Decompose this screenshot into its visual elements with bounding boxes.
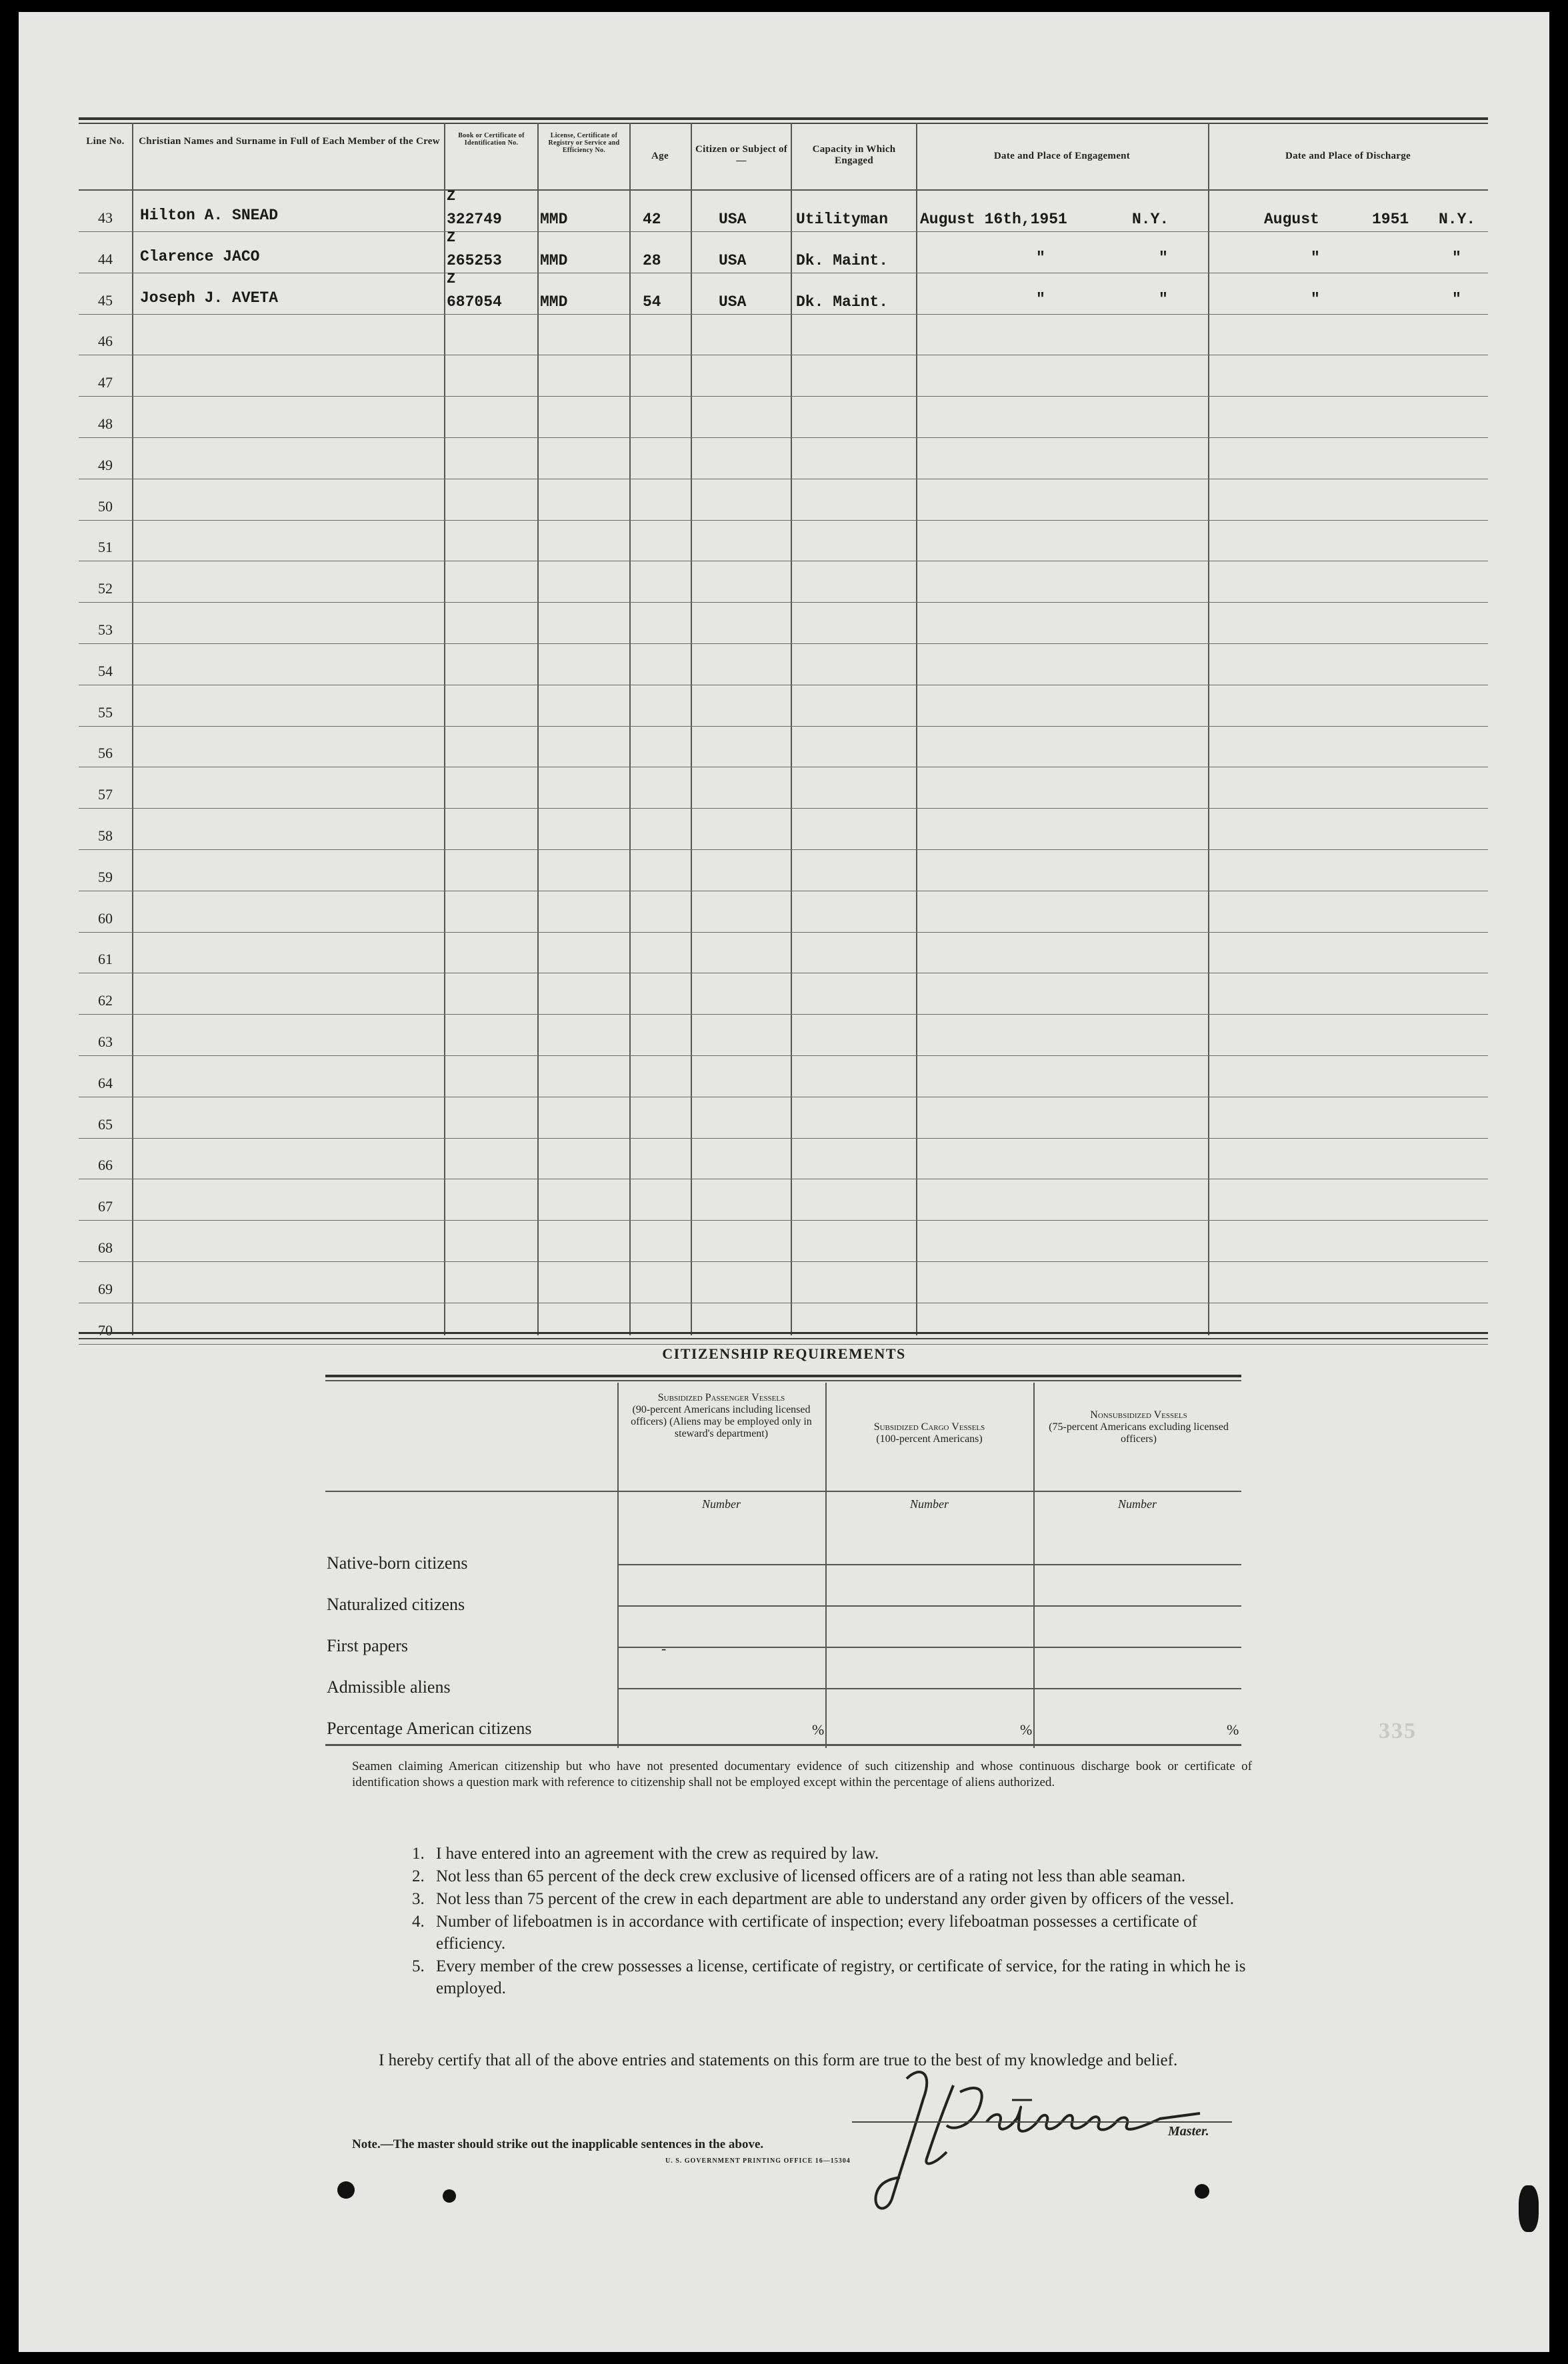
cit-header-rule [325,1491,1241,1492]
form-page [19,12,1549,2352]
cit-col-cargo [831,1421,1028,1445]
table-row [79,1015,1488,1056]
statement-text: Number of lifeboatmen is in accordance with certificate of inspection; every lifeboatman possesses a certificate of efficiency. [436,1913,1197,1953]
statement-number: 2. [412,1867,425,1885]
cit-number-label: Number [702,1497,741,1511]
line-number: 62 [98,992,113,1009]
cit-row-rule [617,1605,1241,1607]
eng-place-ditto: " [1159,249,1168,267]
statement-number: 3. [412,1890,425,1908]
citizenship-title: CITIZENSHIP REQUIREMENTS [662,1345,906,1362]
eng-place-ditto: " [1159,290,1168,308]
cit-col-nonsub [1039,1409,1239,1445]
line-number: 52 [98,580,113,597]
statement-number: 5. [412,1957,425,1975]
punch-hole-mark [1195,2184,1209,2199]
cit-col-passenger [623,1392,820,1440]
table-row [79,726,1488,767]
statement-number: 1. [412,1845,425,1863]
table-row [79,520,1488,561]
punch-hole-mark [443,2189,456,2203]
crew-list-table [79,112,1488,1339]
cit-col-cargo-head: Subsidized Cargo Vessels [873,1421,985,1433]
table-row [79,891,1488,933]
line-number: 43 [98,209,113,226]
line-number: 65 [98,1115,113,1133]
age: 42 [643,211,661,228]
line-number: 55 [98,703,113,721]
dis-place: N.Y. [1439,211,1476,228]
dis-place-ditto: " [1452,290,1461,308]
cit-col-passenger-head: Subsidized Passenger Vessels [657,1392,785,1403]
cit-row-rule [617,1688,1241,1689]
book-number: 265253 [447,251,502,269]
table-row [79,767,1488,809]
punch-hole-mark [337,2181,355,2199]
table-row [79,314,1488,355]
top-rule-thin [79,123,1488,124]
table-row [79,229,1488,273]
master-statements [412,1843,1259,2000]
line-number: 58 [98,827,113,844]
statement-text: I have entered into an agreement with the crew as required by law. [436,1845,879,1863]
cit-top-rule [325,1375,1241,1377]
eng-place: N.Y. [1132,211,1169,228]
cit-bottom-rule [325,1744,1241,1746]
citizenship-note: Seamen claiming American citizenship but who have not presented documentary evidence of such citizenship and whose continuous discharge book or certificate of identification shows a question mark with reference to citizenship shall not be employed except within the percentage of aliens authorized. [352,1759,1252,1789]
table-row [79,644,1488,685]
age: 28 [643,251,661,269]
certification-statement: I hereby certify that all of the above entries and statements on this form are true to the best of my knowledge and belief. [379,2051,1178,2069]
line-number: 53 [98,621,113,638]
dis-place-ditto: " [1452,249,1461,267]
cit-top-rule-thin [325,1380,1241,1381]
table-row [79,1221,1488,1262]
signature-line [852,2121,1232,2123]
header-age: Age [651,151,669,161]
table-row [79,1179,1488,1221]
book-prefix: Z [447,270,456,287]
table-row [79,1097,1488,1139]
table-row [79,397,1488,438]
table-row [79,561,1488,603]
cit-row-native-born: Native-born citizens [327,1553,468,1573]
header-book: Book or Certificate of Identification No. [458,132,525,147]
header-line-no: Line No. [86,136,125,147]
table-row [79,850,1488,891]
line-number: 47 [98,374,113,391]
line-number: 67 [98,1198,113,1215]
statement-text: Not less than 65 percent of the deck crew exclusive of licensed officers are of a rating not less than able seaman. [436,1867,1186,1885]
cit-col-divider [825,1383,827,1748]
master-signature [860,2059,1207,2219]
edge-mark [1519,2185,1539,2232]
dis-date: August [1264,211,1319,228]
printing-office-imprint: U. S. GOVERNMENT PRINTING OFFICE 16—15304 [665,2157,851,2165]
master-note: Note.—The master should strike out the inapplicable sentences in the above. [352,2137,764,2151]
line-number: 61 [98,951,113,968]
table-row [79,270,1488,315]
statement-item [412,1911,1259,1955]
dis-year: 1951 [1372,211,1409,228]
table-row [79,1262,1488,1303]
header-engagement: Date and Place of Engagement [993,151,1131,161]
line-number: 46 [98,333,113,350]
cit-row-naturalized: Naturalized citizens [327,1595,465,1614]
citizen: USA [719,211,747,228]
line-number: 64 [98,1074,113,1091]
cit-number-label: Number [1118,1497,1157,1511]
book-number: 687054 [447,293,502,311]
line-number: 54 [98,662,113,679]
license: MMD [540,211,568,228]
eng-date: August 16th,1951 [920,211,1067,228]
table-row [79,479,1488,521]
eng-date-ditto: " [1036,290,1045,308]
row-rule [79,1344,1488,1345]
line-number: 59 [98,868,113,885]
table-row [79,809,1488,850]
cit-col-cargo-sub: (100-percent Americans) [876,1433,983,1445]
bottom-rule [79,1332,1488,1334]
header-citizen: Citizen or Subject of— [695,144,788,166]
line-number: 50 [98,497,113,515]
cit-row-rule [617,1564,1241,1565]
table-row [79,1138,1488,1179]
line-number: 60 [98,909,113,927]
bottom-rule-thin [79,1338,1488,1339]
cit-row-admissible-aliens: Admissible aliens [327,1677,451,1697]
line-number: 49 [98,456,113,473]
master-label: Master. [1168,2124,1209,2139]
cit-number-label: Number [910,1497,949,1511]
cit-col-divider [1033,1383,1035,1748]
capacity: Dk. Maint. [796,293,889,311]
citizen: USA [719,251,747,269]
license: MMD [540,251,568,269]
table-row [79,188,1488,232]
percent-sign: % [812,1721,825,1738]
line-number: 45 [98,291,113,309]
header-discharge: Date and Place of Discharge [1285,151,1411,161]
book-prefix: Z [447,229,456,246]
line-number: 51 [98,539,113,556]
top-rule [79,117,1488,120]
capacity: Utilityman [796,211,889,228]
line-number: 68 [98,1239,113,1256]
age: 54 [643,293,661,311]
cit-row-first-papers: First papers [327,1636,409,1655]
cit-col-nonsub-head: Nonsubsidized Vessels [1090,1409,1187,1421]
statement-item [412,1865,1259,1887]
table-row [79,973,1488,1015]
line-number: 56 [98,745,113,762]
citizenship-table [325,1375,1241,1748]
line-number: 63 [98,1033,113,1050]
faint-stamp-number: 335 [1379,1719,1417,1743]
book-number: 322749 [447,211,502,228]
statement-item [412,1955,1259,1999]
header-license: License, Certificate of Registry or Service and Efficiency No. [548,132,620,154]
line-number: 69 [98,1280,113,1297]
table-row [79,603,1488,644]
line-number: 57 [98,786,113,803]
crew-name: Clarence JACO [140,247,260,265]
percent-sign: % [1227,1721,1239,1738]
statement-text: Every member of the crew possesses a license, certificate of registry, or certificate of service, for the rating in which he is employed. [436,1957,1246,1997]
capacity: Dk. Maint. [796,251,889,269]
cit-col-divider [617,1383,619,1748]
table-row [79,438,1488,479]
cit-row-rule [617,1647,1241,1648]
line-number: 70 [98,1321,113,1339]
citizen: USA [719,293,747,311]
cit-col-passenger-sub: (90-percent Americans including licensed officers) (Aliens may be employed only in steward's department) [631,1404,812,1439]
statement-item [412,1888,1259,1910]
statement-text: Not less than 75 percent of the crew in each department are able to understand any order given by officers of the vessel. [436,1890,1235,1908]
cit-row-percentage: Percentage American citizens [327,1719,532,1738]
table-row [79,355,1488,397]
line-number: 48 [98,415,113,432]
cit-col-nonsub-sub: (75-percent Americans excluding licensed officers) [1049,1421,1229,1445]
line-number: 44 [98,250,113,267]
table-row [79,685,1488,727]
header-name: Christian Names and Surname in Full of Each Member of the Crew [139,136,440,147]
table-row [79,932,1488,973]
table-row [79,1056,1488,1097]
book-prefix: Z [447,188,456,205]
percent-sign: % [1020,1721,1033,1738]
crew-name: Hilton A. SNEAD [140,207,279,224]
eng-date-ditto: " [1036,249,1045,267]
crew-name: Joseph J. AVETA [140,289,279,307]
first-papers-mark: - [661,1640,667,1657]
license: MMD [540,293,568,311]
line-number: 66 [98,1157,113,1174]
dis-date-ditto: " [1311,249,1320,267]
statement-item [412,1843,1259,1865]
header-capacity: Capacity in Which Engaged [812,144,896,166]
dis-date-ditto: " [1311,290,1320,308]
statement-number: 4. [412,1913,425,1931]
